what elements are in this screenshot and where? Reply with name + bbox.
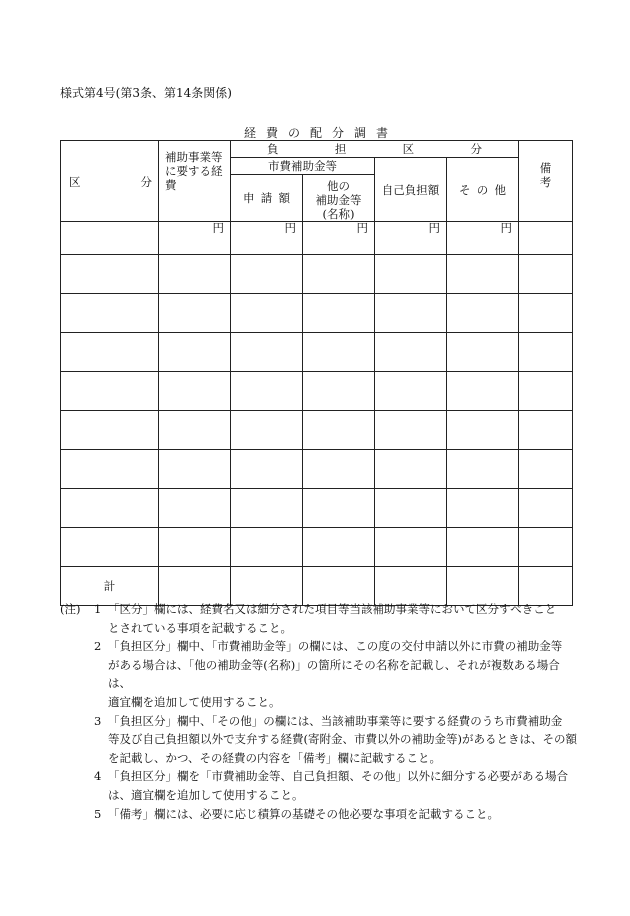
- table-row: [61, 222, 573, 255]
- yen-unit: 円: [231, 222, 303, 255]
- table-row: [61, 528, 573, 567]
- subsidy-expense-header: 補助事業等 に要する経 費: [159, 141, 231, 222]
- other-header: そ の 他: [447, 158, 519, 222]
- burden-category-header: 負 担 区 分: [231, 141, 519, 158]
- yen-unit: 円: [375, 222, 447, 255]
- note-item: 5 「備考」欄には、必要に応じ積算の基礎その他必要な事項を記載すること。: [94, 806, 499, 821]
- notes-prefix: (注): [60, 602, 81, 616]
- remarks-cell[interactable]: [519, 222, 573, 255]
- table-row: [61, 489, 573, 528]
- application-amount-header: 申 請 額: [231, 175, 303, 222]
- other-subsidy-header: 他の 補助金等 (名称): [303, 175, 375, 222]
- kubun-cell[interactable]: [61, 222, 159, 255]
- table-row: [61, 294, 573, 333]
- expense-allocation-table: [60, 140, 573, 606]
- table-row: [61, 333, 573, 372]
- form-number: 様式第4号(第3条、第14条関係): [60, 86, 232, 100]
- table-row: [61, 372, 573, 411]
- city-subsidy-header: 市費補助金等: [231, 158, 375, 175]
- yen-unit: 円: [159, 222, 231, 255]
- note-item: 2 「負担区分」欄中、「市費補助金等」の欄には、この度の交付申請以外に市費の補助金等 がある場合は、「他の補助金等(名称)」の箇所にその名称を記載し、それが複数ある場合は、 適宜欄を追加して使用すること。: [94, 639, 563, 709]
- note-item: (注) 1 「区分」欄には、経費名又は細分された項目等当該補助事業等において区分すべきこと とされている事項を記載すること。: [60, 600, 580, 637]
- total-label: 計: [61, 567, 159, 606]
- note-item: 3 「負担区分」欄中、「その他」の欄には、当該補助事業等に要する経費のうち市費補助金 等及び自己負担額以外で支弁する経費(寄附金、市費以外の補助金等)があるときは、その額 を記載し、かつ、その経費の内容を「備考」欄に記載すること。: [94, 713, 577, 765]
- notes: [60, 600, 580, 823]
- kubun-header: 区 分: [61, 141, 159, 222]
- table-row: [61, 411, 573, 450]
- yen-unit: 円: [447, 222, 519, 255]
- yen-unit: 円: [303, 222, 375, 255]
- self-burden-header: 自己負担額: [375, 158, 447, 222]
- table-row: [61, 450, 573, 489]
- document-title: 経費の配分調書: [243, 126, 398, 140]
- remarks-header: 備 考: [519, 141, 573, 222]
- note-item: 4 「負担区分」欄を「市費補助金等、自己負担額、その他」以外に細分する必要がある場合 は、適宜欄を追加して使用すること。: [94, 769, 568, 802]
- table-row: [61, 255, 573, 294]
